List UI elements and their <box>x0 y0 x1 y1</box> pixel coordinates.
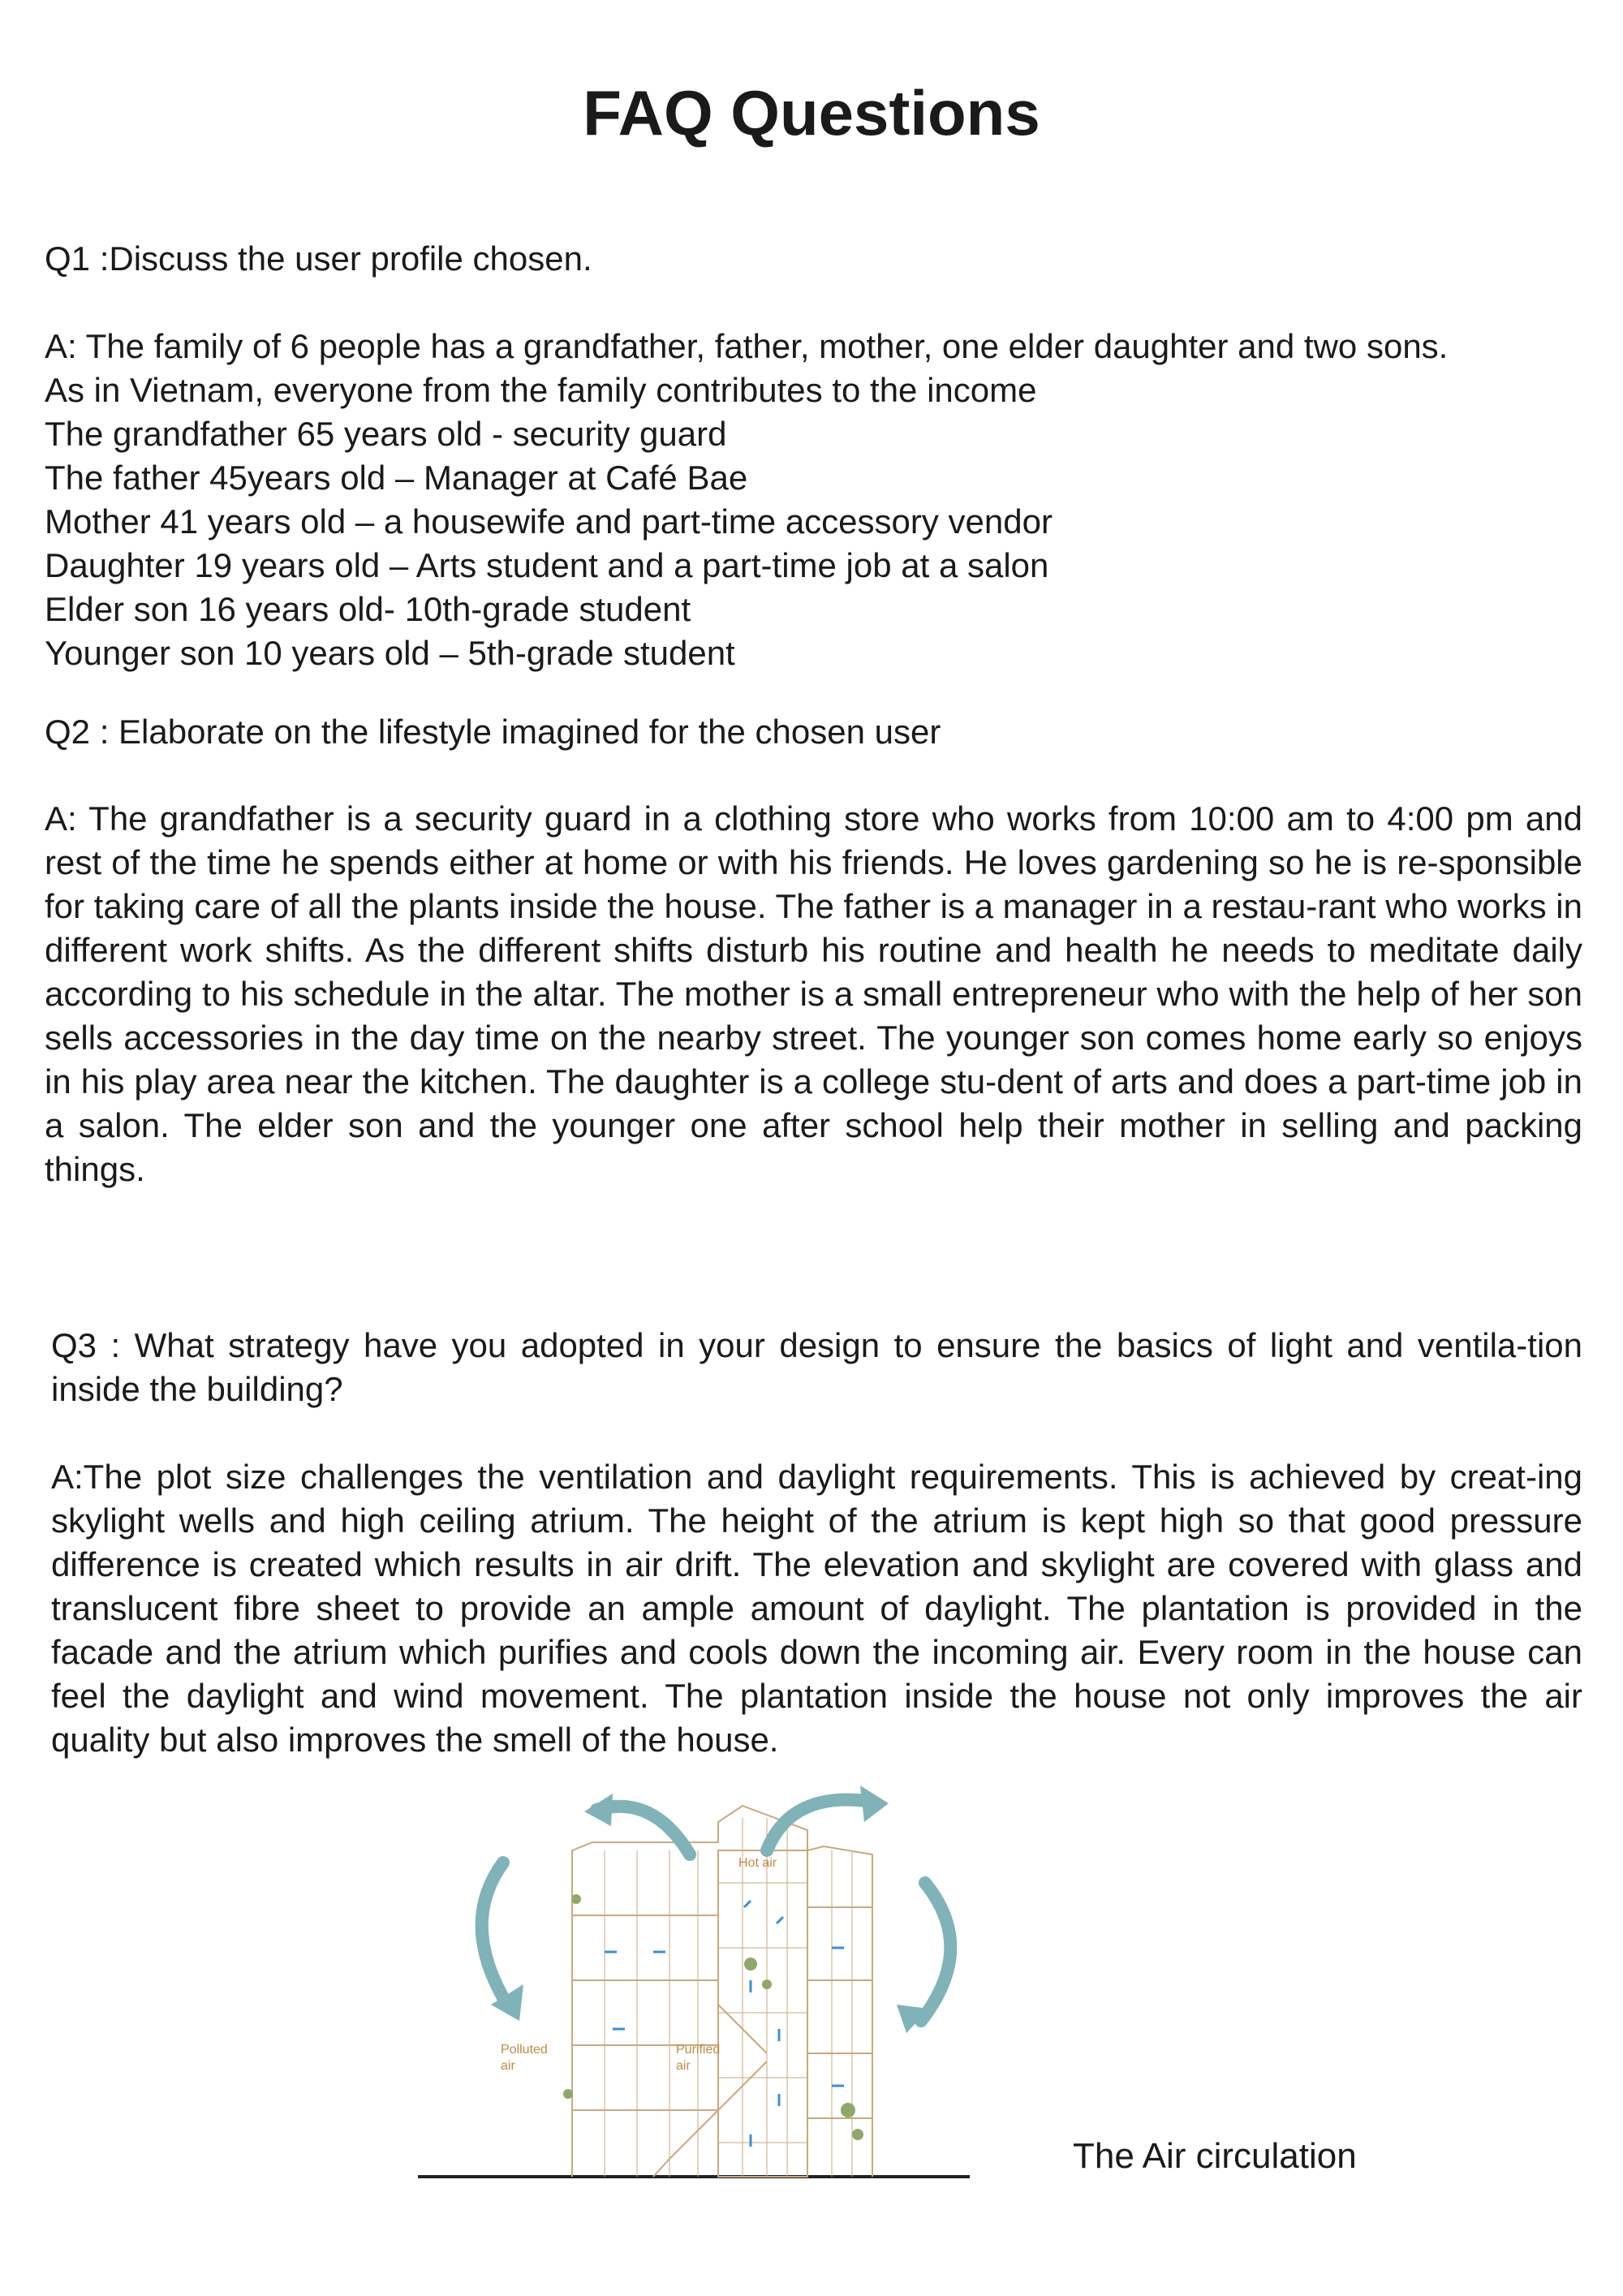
q1-answer-line: As in Vietnam, everyone from the family contributes to the income <box>45 371 1037 409</box>
q3-answer: A:The plot size challenges the ventilation and daylight requirements. This is achieved by creat-ing skylight wells and high ceiling atrium. The height of the atrium is kept high so that good pressure difference is created which results in air drift. The elevation and skylight are covered with glass and translucent fibre sheet to provide an ample amount of daylight. The plantation is provided in the facade and the atrium which purifies and cools down the incoming air. Every room in the house can feel the daylight and wind movement. The plantation inside the house not only improves the air quality but also improves the smell of the house. <box>51 1458 1582 1759</box>
hot-air-label: Hot air <box>738 1856 777 1870</box>
q1-answer-line: Daughter 19 years old – Arts student and a part-time job at a salon <box>45 546 1049 584</box>
purified-air-label: Purified <box>676 2043 721 2057</box>
diagram-caption: The Air circulation <box>1073 2136 1357 2176</box>
q1-question: Q1 :Discuss the user profile chosen. <box>45 239 592 278</box>
q1-answer-line: Mother 41 years old – a housewife and part-time accessory vendor <box>45 502 1053 541</box>
q1-answer-line: Younger son 10 years old – 5th-grade student <box>45 634 735 672</box>
polluted-air-label: Polluted <box>501 2043 548 2057</box>
q2-answer: A: The grandfather is a security guard in a clothing store who works from 10:00 am to 4:00 pm and rest of the time he spends either at home or with his friends. He loves gardening so he is re-sponsible for taking care of all the plants inside the house. The father is a manager in a restau-rant who works in different work shifts. As the different shifts disturb his routine and health he needs to meditate daily according to his schedule in the altar. The mother is a small entrepreneur who with the help of her son sells accessories in the day time on the nearby street. The younger son comes home early so enjoys in his play area near the kitchen. The daughter is a college stu-dent of arts and does a part-time job in a salon. The elder son and the younger one after school help their mother in selling and packing things. <box>45 799 1582 1188</box>
q1-answer-line: The father 45years old – Manager at Café Bae <box>45 459 748 497</box>
q1-answer-line: Elder son 16 years old- 10th-grade student <box>45 590 691 628</box>
page-title: FAQ Questions <box>583 77 1040 149</box>
purified-air-label: air <box>676 2059 691 2073</box>
air-flow-arrowheads <box>491 1786 929 2033</box>
polluted-air-label: air <box>501 2059 515 2073</box>
air-circulation-diagram <box>410 1786 978 2191</box>
q1-answer-line: A: The family of 6 people has a grandfather, father, mother, one elder daughter and two sons. <box>45 327 1449 365</box>
q2-question: Q2 : Elaborate on the lifestyle imagined for the chosen user <box>45 713 941 751</box>
plantation <box>563 1894 863 2140</box>
q3-question: Q3 : What strategy have you adopted in your design to ensure the basics of light and ventila-tion inside the building? <box>51 1326 1582 1408</box>
q1-answer-line: The grandfather 65 years old - security guard <box>45 415 727 453</box>
q1-answer <box>45 325 1448 675</box>
air-flow-arrows <box>482 1800 951 2022</box>
